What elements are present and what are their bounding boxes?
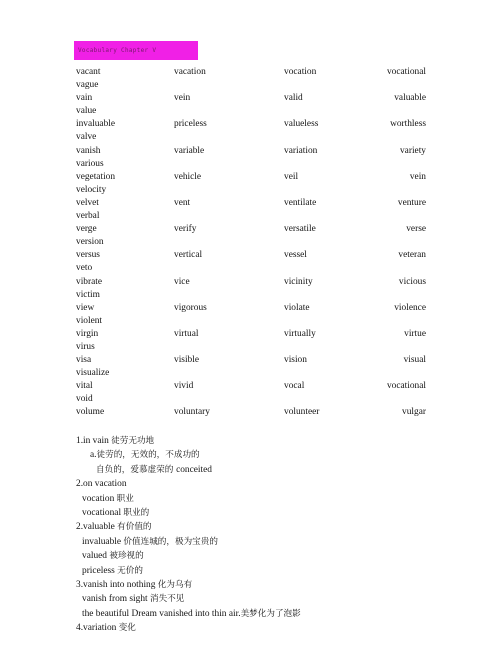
note-chinese: 有价值的 [117,522,152,533]
word-row [76,289,428,302]
note-chinese: 徒劳的，无效的，不成功的 [96,450,200,461]
word-row [76,354,428,367]
note-line [76,535,476,549]
vocabulary-word: virtual [174,328,199,339]
note-english: 1.in vain [76,436,112,446]
word-row [76,105,428,118]
word-row [76,341,428,354]
vocabulary-word: visa [76,355,92,366]
note-english: vocational [82,507,124,518]
vocabulary-word: velocity [76,184,107,195]
word-row [76,131,428,144]
vocabulary-word: virus [76,341,95,352]
vocabulary-word: verbal [76,211,100,222]
vocabulary-word: vibrate [76,276,103,287]
note-line [76,448,476,462]
word-row [76,367,428,380]
vocabulary-word: violate [284,302,310,313]
vocabulary-word: verse [406,224,426,235]
vocabulary-word: versus [76,250,100,261]
vocabulary-word: verify [174,224,197,235]
vocabulary-word: invaluable [76,119,116,130]
note-chinese: 徒劳无功地 [111,436,155,446]
vocabulary-word: variety [399,145,426,156]
note-line [76,592,476,606]
vocabulary-word: value [76,106,97,117]
note-english: invaluable [82,536,124,547]
word-row [76,171,428,184]
vocabulary-word: voluntary [174,407,210,418]
vocabulary-word: vivid [174,381,194,392]
vocabulary-word: vocational [386,67,426,77]
vocabulary-word: vertical [174,250,203,261]
word-row [76,302,428,315]
word-row [76,276,428,289]
note-english: 4.variation [76,623,119,634]
word-row [76,236,428,249]
vocabulary-word: virtue [404,328,426,339]
note-english: the beautiful Dream vanished into thin air. [82,608,241,619]
note-english: valued [82,551,110,562]
note-chinese: 变化 [118,623,136,634]
note-line [76,621,476,635]
word-row [76,210,428,223]
note-line [76,578,476,592]
note-line [76,549,476,563]
note-chinese: 消失不见 [149,594,185,605]
vocabulary-word: velvet [76,197,99,208]
vocabulary-word: vice [174,276,190,287]
vocabulary-word: valuable [394,93,426,104]
vocabulary-word: venture [397,197,426,208]
note-english: 3.vanish into nothing [76,579,158,590]
word-row [76,79,428,92]
vocabulary-word: priceless [174,119,207,130]
vocabulary-word: volume [76,407,105,418]
vocabulary-word: vein [409,171,426,182]
vocabulary-word: veteran [398,250,426,261]
vocabulary-word: vein [174,93,191,104]
vocabulary-word: vehicle [174,171,202,182]
note-line [76,434,476,448]
vocabulary-word: victim [76,289,100,300]
vocabulary-word: vent [174,197,191,208]
note-english: 2.on vacation [76,479,127,490]
word-row [76,393,428,406]
note-english: vocation [82,493,117,504]
word-row [76,223,428,236]
word-row [76,184,428,197]
note-line [76,477,476,491]
note-chinese: 价值连城的，极为宝贵的 [123,536,218,547]
vocabulary-word: variation [284,145,318,156]
note-english: priceless [82,565,118,576]
vocabulary-word: vicious [398,276,426,287]
vocabulary-list [76,66,428,420]
note-chinese: 化为乌有 [157,579,193,590]
vocabulary-word: visualize [76,368,110,379]
vocabulary-word: versatile [284,224,316,235]
vocabulary-word: veil [284,171,299,182]
vocabulary-word: valid [284,93,303,104]
note-line [76,520,476,534]
vocabulary-word: valve [76,132,97,143]
vocabulary-word: vigorous [174,302,207,313]
vocabulary-word: void [76,394,93,405]
vocabulary-word: vanish [76,145,101,156]
vocabulary-word: version [76,237,104,248]
note-chinese: 无价的 [117,565,143,576]
vocabulary-word: vulgar [402,407,426,418]
note-line [76,463,476,477]
word-row [76,92,428,105]
vocabulary-word: visual [403,355,426,366]
vocabulary-word: violence [394,302,426,313]
vocabulary-word: vacation [174,67,206,77]
word-row [76,197,428,210]
note-chinese: 职业 [116,493,134,504]
vocabulary-word: vessel [284,250,307,261]
vocabulary-word: vacant [76,67,101,77]
vocabulary-word: verge [76,224,97,235]
vocabulary-word: view [76,302,95,313]
note-line [76,506,476,520]
word-row [76,66,428,79]
vocabulary-word: vital [76,381,93,392]
vocabulary-word: vision [284,355,307,366]
note-line [76,564,476,578]
word-row [76,406,428,419]
vocabulary-word: vocation [284,67,317,77]
word-row [76,158,428,171]
vocabulary-word: violent [76,315,103,326]
vocabulary-word: worthless [390,119,426,130]
word-row [76,145,428,158]
vocabulary-word: vegetation [76,171,116,182]
vocabulary-word: vain [76,93,93,104]
vocabulary-word: vicinity [284,276,313,287]
note-chinese: 美梦化为了泡影 [240,608,301,619]
vocabulary-word: valueless [284,119,319,130]
highlight-banner: Vocabulary Chapter V [74,41,198,60]
usage-notes [76,434,476,635]
word-row [76,328,428,341]
vocabulary-word: volunteer [284,407,320,418]
vocabulary-word: various [76,158,104,169]
word-row [76,262,428,275]
note-line [76,607,476,621]
vocabulary-word: ventilate [284,197,317,208]
note-english: conceited [176,464,212,475]
vocabulary-word: virtually [284,328,316,339]
note-english: a. [90,450,97,461]
word-row [76,249,428,262]
note-english: 2.valuable [76,522,118,533]
word-row [76,380,428,393]
vocabulary-word: visible [174,355,199,366]
note-chinese: 自负的，爱慕虚荣的 [96,464,177,475]
note-line [76,492,476,506]
vocabulary-word: virgin [76,328,99,339]
vocabulary-word: vocal [284,381,305,392]
vocabulary-word: veto [76,263,93,274]
word-row [76,118,428,131]
vocabulary-word: vocational [386,381,426,392]
note-english: vanish from sight [82,594,150,605]
vocabulary-word: vague [76,80,99,91]
word-row [76,315,428,328]
vocabulary-word: variable [174,145,205,156]
note-chinese: 职业的 [123,507,150,518]
note-chinese: 被珍视的 [109,551,144,562]
